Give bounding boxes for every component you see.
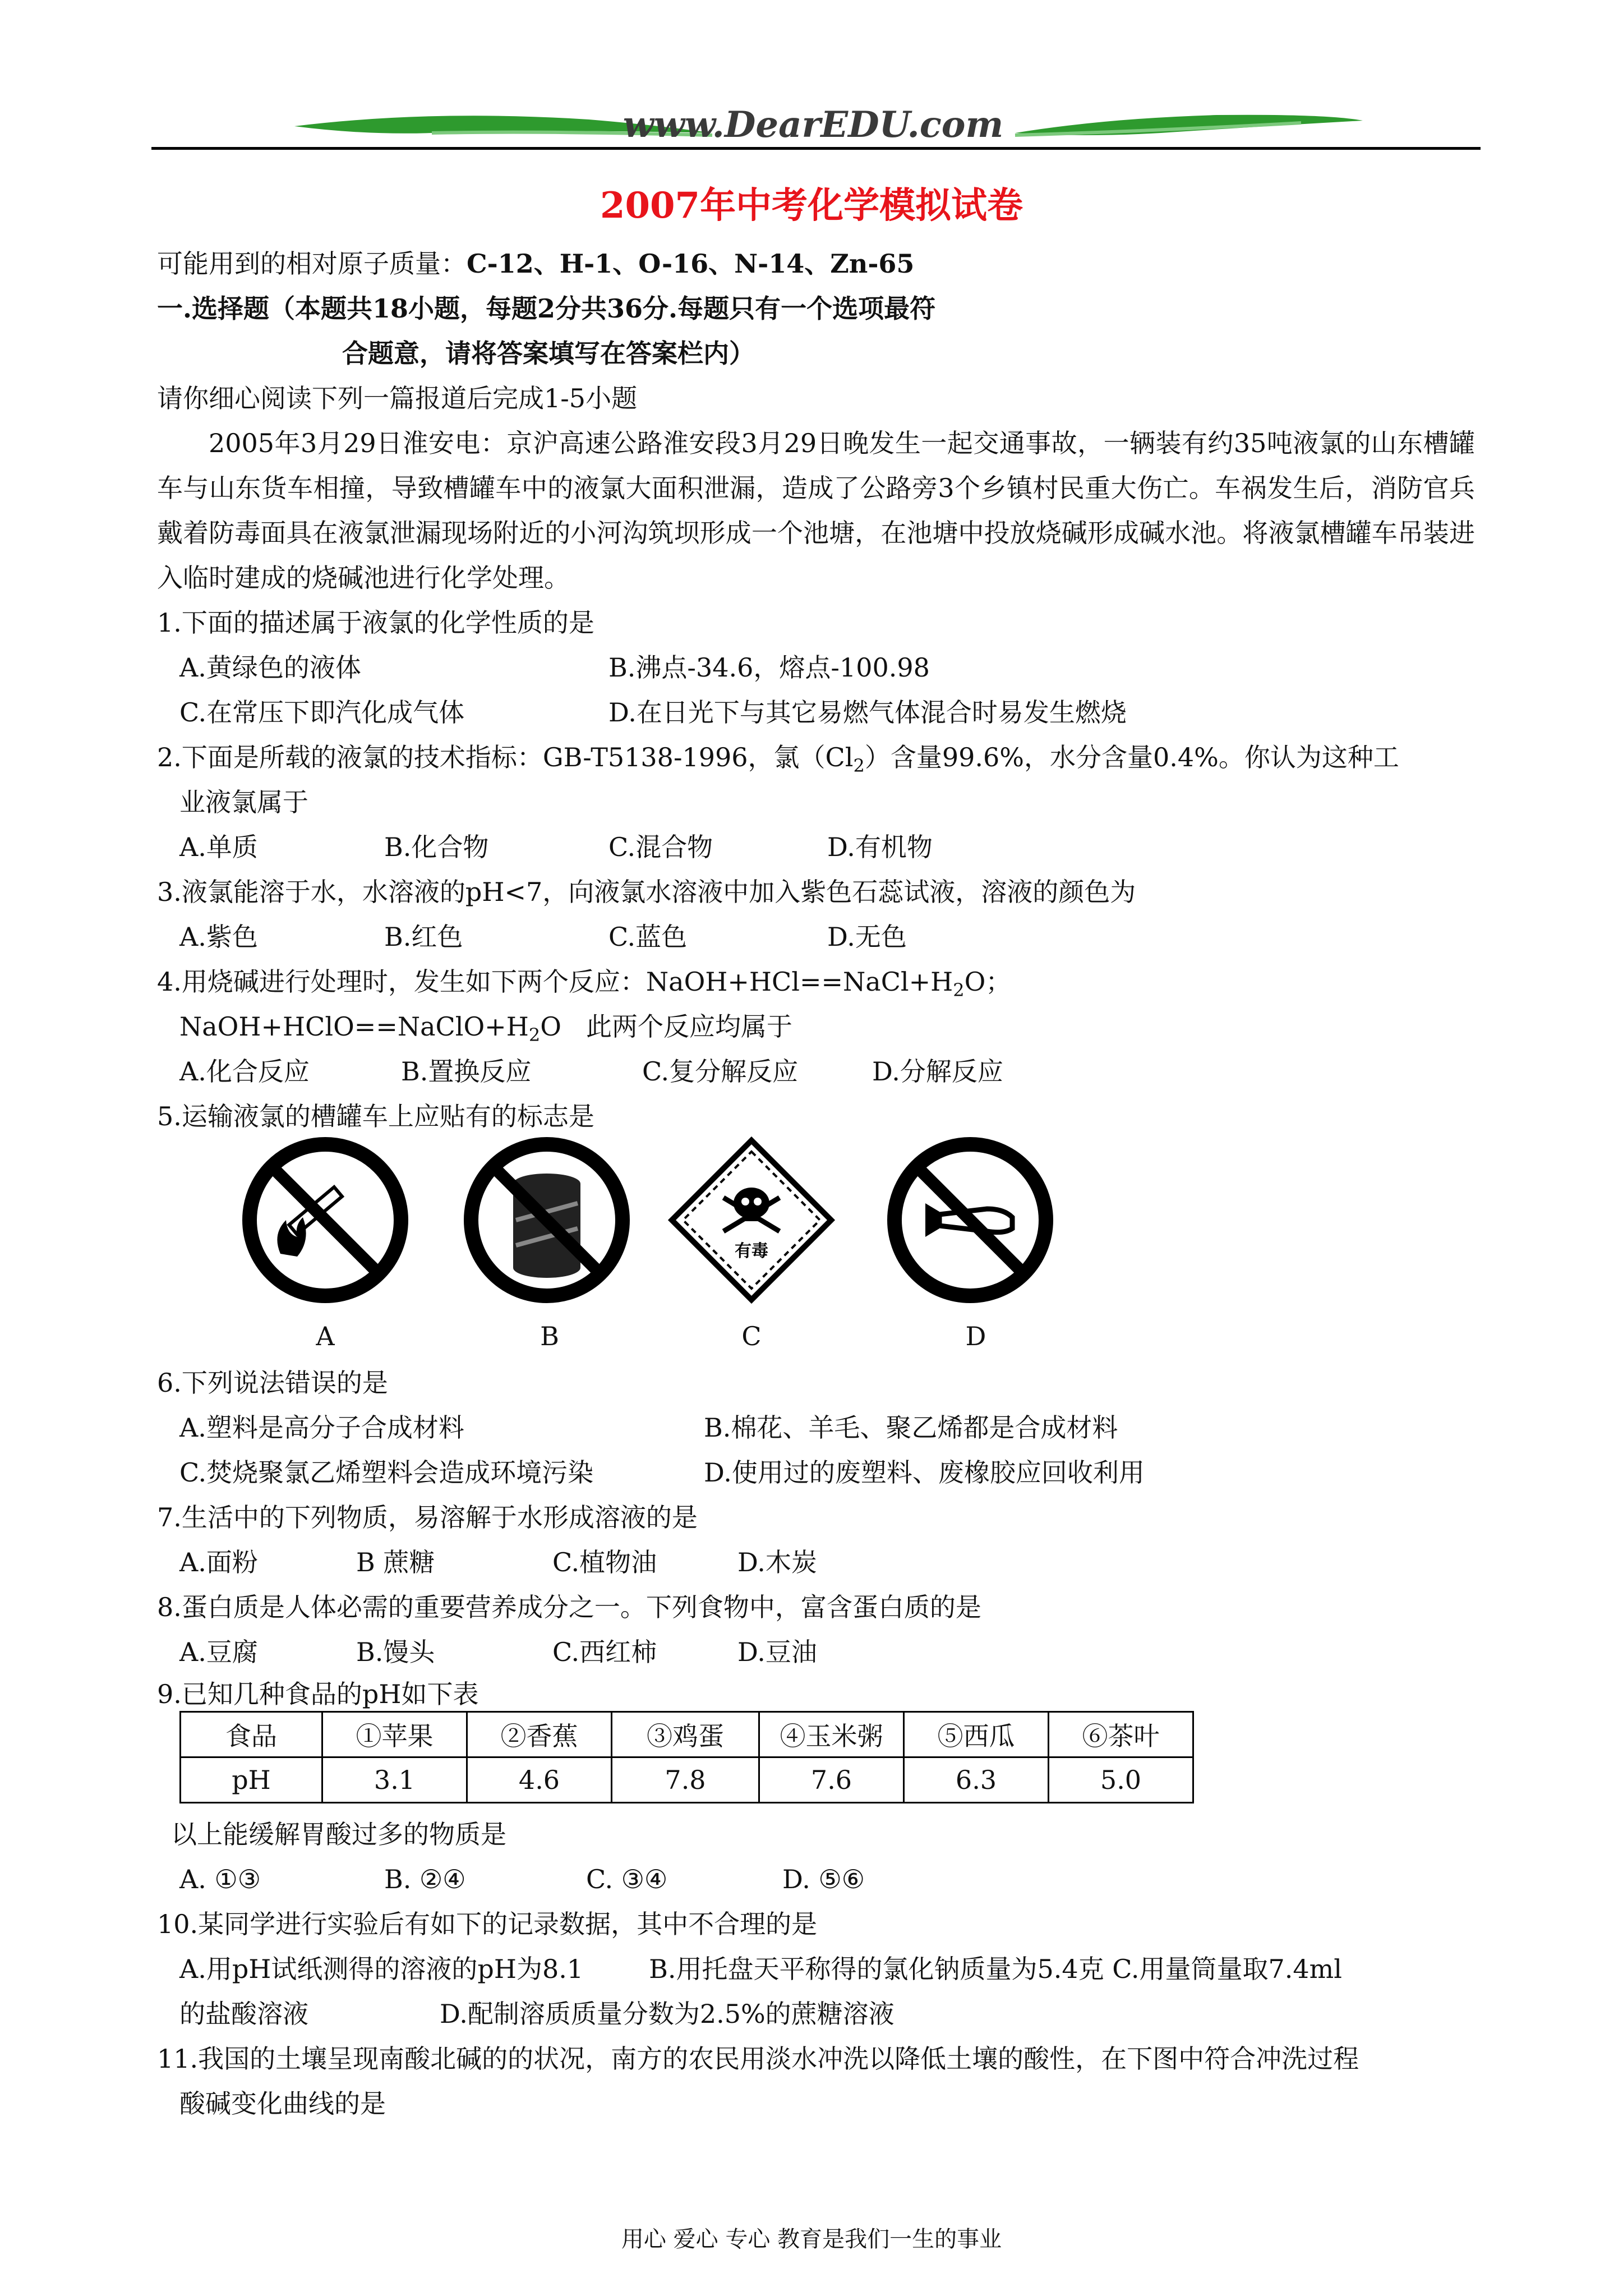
q3-option-a: A.紫色 [179, 922, 258, 952]
q11-stem-line2: 酸碱变化曲线的是 [179, 2088, 386, 2119]
q8-option-d: D.豆油 [737, 1637, 817, 1667]
sign-a-no-fire-icon [241, 1136, 409, 1304]
q1-option-a: A.黄绿色的液体 [179, 652, 361, 683]
q4-subscript1: 2 [953, 979, 965, 1001]
ph-table-header-cell: ②香蕉 [467, 1712, 612, 1757]
q2-option-d: D.有机物 [827, 832, 933, 862]
q4-stem-part2: O； [964, 967, 1012, 997]
q8-option-a: A.豆腐 [179, 1637, 258, 1667]
q2-option-c: C.混合物 [608, 832, 713, 862]
q1-option-d: D.在日光下与其它易燃气体混合时易发生燃烧 [608, 697, 1127, 728]
q8-option-b: B.馒头 [356, 1637, 435, 1667]
ph-table-cell: pH [181, 1757, 322, 1803]
q11-stem-line1: 11.我国的土壤呈现南酸北碱的的状况，南方的农民用淡水冲洗以降低土壤的酸性，在下图中符合冲洗过程 [157, 2044, 1359, 2074]
sign-d-no-horn-icon [886, 1136, 1054, 1304]
q8-option-c: C.西红柿 [552, 1637, 657, 1667]
q7-stem: 7.生活中的下列物质，易溶解于水形成溶液的是 [157, 1502, 698, 1533]
q9-option-c: C. ③④ [586, 1864, 668, 1894]
q4-eq2-part2: O [540, 1011, 561, 1042]
q9-option-a: A. ①③ [179, 1864, 261, 1894]
q4-option-a: A.化合反应 [179, 1056, 310, 1087]
ph-table-header-cell: ⑤西瓜 [904, 1712, 1049, 1757]
q4-option-d: D.分解反应 [872, 1056, 1003, 1087]
q4-eq2-part1: NaOH+HClO==NaClO+H [179, 1011, 529, 1042]
header-rule [151, 147, 1481, 150]
q2-stem-part1: 2.下面是所载的液氯的技术指标：GB-T5138-1996，氯（Cl [157, 742, 854, 772]
page-footer: 用心 爱心 专心 教育是我们一生的事业 [621, 2226, 1002, 2252]
q6-option-c: C.焚烧聚氯乙烯塑料会造成环境污染 [179, 1457, 594, 1488]
atomic-mass-line [157, 247, 914, 280]
page-title: 2007年中考化学模拟试卷 [600, 185, 1023, 227]
ph-table-header-row [181, 1712, 1193, 1757]
q9-option-b: B. ②④ [384, 1864, 466, 1894]
q8-stem: 8.蛋白质是人体必需的重要营养成分之一。下列食物中，富含蛋白质的是 [157, 1592, 981, 1622]
q3-stem: 3.液氯能溶于水，水溶液的pH<7，向液氯水溶液中加入紫色石蕊试液，溶液的颜色为 [157, 877, 1136, 907]
q4-option-b: B.置换反应 [401, 1056, 532, 1087]
toxic-sign-text: 有毒 [735, 1241, 768, 1261]
q10-stem: 10.某同学进行实验后有如下的记录数据，其中不合理的是 [157, 1909, 818, 1939]
q7-option-c: C.植物油 [552, 1547, 657, 1577]
ph-table-cell: 7.8 [612, 1757, 759, 1803]
q7-option-a: A.面粉 [179, 1547, 258, 1577]
q9-stem: 9.已知几种食品的pH如下表 [157, 1679, 479, 1709]
ph-table [179, 1711, 1194, 1803]
ph-table-cell: 6.3 [904, 1757, 1049, 1803]
q4-stem-part1: 4.用烧碱进行处理时，发生如下两个反应：NaOH+HCl==NaCl+H [157, 967, 953, 997]
ph-table-header-cell: ③鸡蛋 [612, 1712, 759, 1757]
ph-table-cell: 4.6 [467, 1757, 612, 1803]
ph-table-header-cell: ⑥茶叶 [1049, 1712, 1193, 1757]
atomic-mass-values: C-12、H-1、O-16、N-14、Zn-65 [467, 249, 915, 279]
sign-b-barrel-icon [463, 1136, 631, 1304]
q4-option-c: C.复分解反应 [642, 1056, 799, 1087]
q10-options-line2: 的盐酸溶液 D.配制溶质质量分数为2.5%的蔗糖溶液 [179, 1999, 895, 2029]
sign-label-b: B [540, 1321, 559, 1351]
q2-stem-part2: ）含量99.6%，水分含量0.4%。你认为这种工 [864, 742, 1399, 772]
section-heading-line1: 一.选择题（本题共18小题，每题2分共36分.每题只有一个选项最符 [157, 293, 936, 324]
ph-table-value-row [181, 1757, 1193, 1803]
q1-option-b: B.沸点-34.6，熔点-100.98 [608, 652, 930, 683]
sign-label-c: C [741, 1321, 762, 1351]
q2-stem [157, 740, 1399, 783]
q9-option-d: D. ⑤⑥ [782, 1864, 865, 1894]
q2-subscript: 2 [853, 755, 865, 777]
q1-option-c: C.在常压下即汽化成气体 [179, 697, 465, 728]
q3-option-b: B.红色 [384, 922, 463, 952]
atomic-mass-label: 可能用到的相对原子质量： [157, 249, 467, 279]
q4-subscript2: 2 [528, 1024, 541, 1046]
q4-stem [157, 965, 1011, 1007]
q10-options-line1: A.用pH试纸测得的溶液的pH为8.1 B.用托盘天平称得的氯化钠质量为5.4克 C.用量筒量取7.4ml [179, 1954, 1342, 1984]
q5-stem: 5.运输液氯的槽罐车上应贴有的标志是 [157, 1101, 594, 1131]
q3-option-d: D.无色 [827, 922, 907, 952]
ph-table-cell: 5.0 [1049, 1757, 1193, 1803]
q2-option-b: B.化合物 [384, 832, 489, 862]
q4-stem-tail: 此两个反应均属于 [586, 1011, 792, 1042]
ph-table-header-cell: ④玉米粥 [759, 1712, 904, 1757]
ph-table-cell: 3.1 [322, 1757, 467, 1803]
q6-option-a: A.塑料是高分子合成材料 [179, 1412, 464, 1443]
header-logo-text: www.DearEDU.com [623, 104, 1004, 146]
q2-stem-line2: 业液氯属于 [179, 787, 308, 817]
q1-stem: 1.下面的描述属于液氯的化学性质的是 [157, 608, 594, 638]
ph-table-header-cell: ①苹果 [322, 1712, 467, 1757]
q4-equation2 [179, 1010, 561, 1052]
ph-table-header-cell: 食品 [181, 1712, 322, 1757]
news-paragraph: 2005年3月29日淮安电：京沪高速公路淮安段3月29日晚发生一起交通事故，一辆装有约35吨液氯的山东槽罐车与山东货车相撞，导致槽罐车中的液氯大面积泄漏，造成了公路旁3个乡镇村民重大伤亡。车祸发生后，消防官兵戴着防毒面具在液氯泄漏现场附近的小河沟筑坝形成一个池塘，在池塘中投放烧碱形成碱水池。将液氯槽罐车吊装进入临时建成的烧碱池进行化学处理。 [157, 428, 1475, 593]
section-heading-line2: 合题意，请将答案填写在答案栏内） [342, 338, 755, 369]
q9-stem-line2: 以上能缓解胃酸过多的物质是 [171, 1819, 506, 1849]
q6-stem: 6.下列说法错误的是 [157, 1368, 388, 1398]
q6-option-d: D.使用过的废塑料、废橡胶应回收利用 [704, 1457, 1145, 1488]
sign-label-d: D [965, 1321, 986, 1351]
q7-option-b: B 蔗糖 [356, 1547, 435, 1577]
q7-option-d: D.木炭 [737, 1547, 817, 1577]
q3-option-c: C.蓝色 [608, 922, 688, 952]
sign-label-a: A [316, 1321, 335, 1351]
reading-intro: 请你细心阅读下列一篇报道后完成1-5小题 [157, 383, 638, 413]
q6-option-b: B.棉花、羊毛、聚乙烯都是合成材料 [704, 1412, 1118, 1443]
ph-table-cell: 7.6 [759, 1757, 904, 1803]
q2-option-a: A.单质 [179, 832, 258, 862]
sign-c-toxic-icon [667, 1136, 836, 1304]
